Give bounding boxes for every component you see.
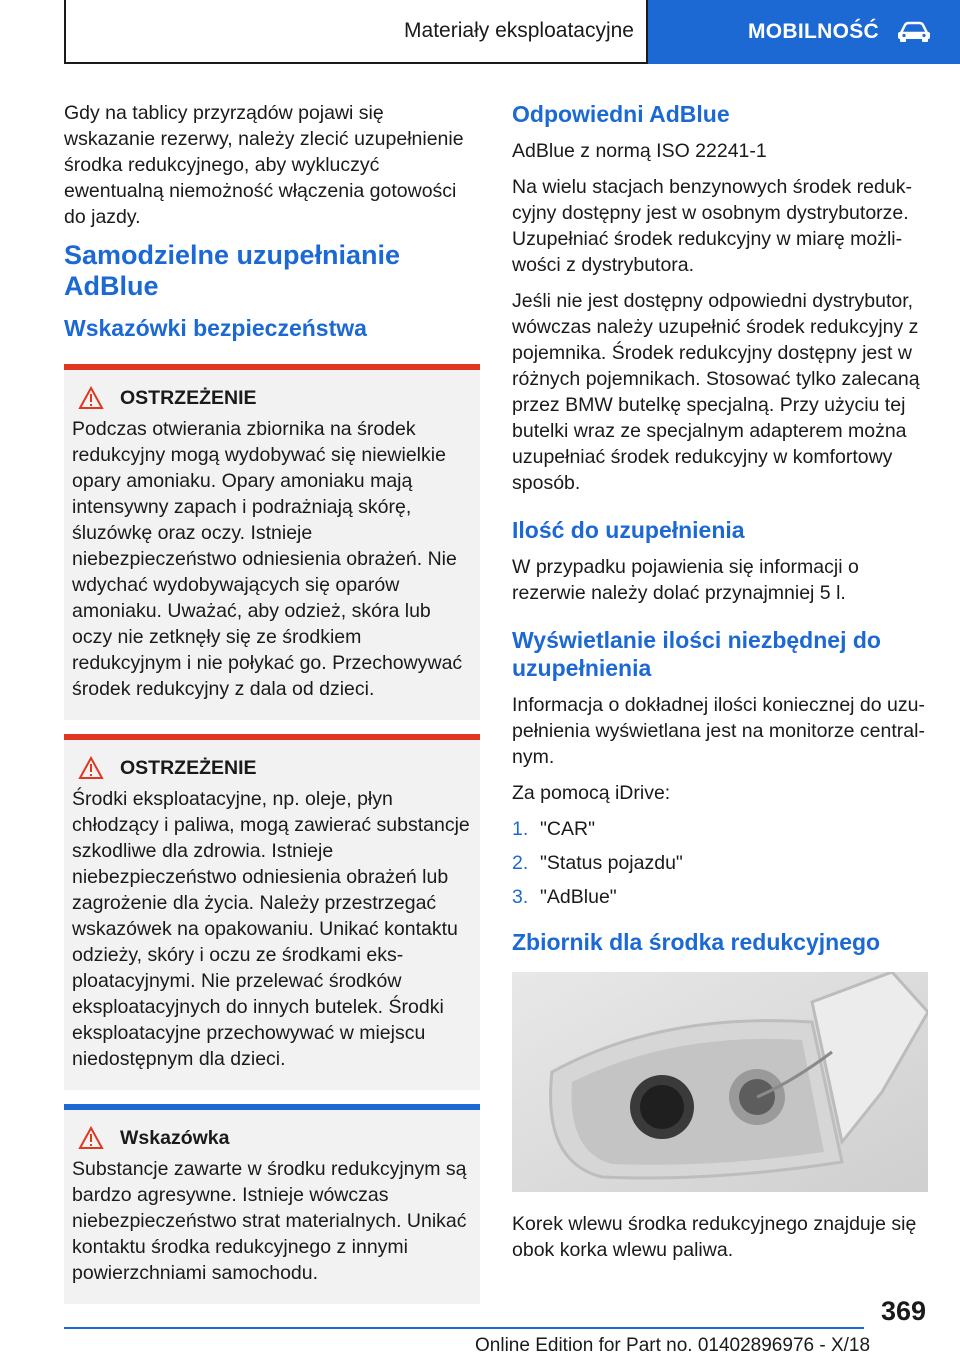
- note-triangle-icon: [78, 1126, 104, 1150]
- warning-box-2: [64, 734, 480, 1090]
- heading-tank: Zbiornik dla środka redukcyjnego: [512, 929, 881, 955]
- section-title: Materiały eksploatacyjne: [404, 19, 634, 42]
- edition-text: Online Edition for Part no. 01402896976 - X/18: [475, 1335, 871, 1356]
- norm-paragraph: AdBlue z normą ISO 22241-1: [512, 140, 767, 162]
- amount-paragraph: W przypadku pojawienia się informacji o rezerwie należy dolać przynajmniej 5 l.: [512, 556, 859, 604]
- list-item: 3. "AdBlue": [512, 886, 617, 908]
- warning-title: OSTRZEŻENIE: [120, 756, 257, 779]
- no-dispenser-paragraph: Jeśli nie jest dostępny odpowiedni dystrybutor, wówczas należy uzupełnić środek redukcyjny z pojemnika. Środek redukcyjny dostępny jest w różnych pojemnikach. Stosować tylko zalecaną przez BMW butelkę specjalną. Przy użyciu tej butelki wraz ze specjalnym adapterem można uzupełniać środek redukcyjny w komfortowy sposób.: [512, 290, 920, 494]
- section-title-box: [64, 0, 648, 64]
- intro-paragraph: Gdy na tablicy przyrządów pojawi się wskazanie rezerwy, należy zlecić uzupełnienie środka redukcyjnego, aby wykluczyć ewentualną niemożność włączenia gotowości do jazdy.: [64, 102, 464, 228]
- adblue-filler-photo: [512, 972, 928, 1192]
- note-text: Substancje zawarte w środku redukcyjnym są bardzo agresywne. Istnieje wówczas niebezpieczeństwo strat materialnych. Unikać kontaktu środka redukcyjnego z innymi powierzchniami samochodu.: [72, 1158, 467, 1284]
- note-box: [64, 1104, 480, 1304]
- heading-self-refill: Samodzielne uzupełnianie AdBlue: [64, 240, 401, 301]
- display-paragraph: Informacja o dokładnej ilości koniecznej do uzupełnienia wyświetlana jest na monitorze centralnym.: [512, 694, 925, 768]
- idrive-steps: [512, 816, 928, 910]
- heading-safety: Wskazówki bezpieczeństwa: [64, 315, 367, 341]
- list-item: 1. "CAR": [512, 818, 596, 840]
- right-column: [512, 100, 928, 1273]
- chapter-label: MOBILNOŚĆ: [748, 20, 880, 43]
- footer-divider: [64, 1327, 864, 1329]
- heading-correct-adblue: Odpowiedni AdBlue: [512, 101, 730, 127]
- heading-amount: Ilość do uzupełnienia: [512, 517, 745, 543]
- chapter-tab[interactable]: [648, 0, 960, 64]
- warning-text: Środki eksploatacyjne, np. oleje, płyn chłodzący i paliwa, mogą zawierać substancje szkodliwe dla zdrowia. Istnieje niebezpieczeństwo odniesienia obrażeń lub zagrożenie dla życia. Należy przestrzegać wskazówek na opakowaniu. Unikać kontaktu odzieży, skóry i oczu ze środkami eksploatacyjnymi. Nie przelewać środków eksploatacyjnych do innych butelek. Środki eksploatacyjne przechowywać w miejscu niedostępnym dla dzieci.: [72, 788, 470, 1070]
- car-icon: [897, 21, 931, 43]
- warning-title: OSTRZEŻENIE: [120, 386, 257, 409]
- warning-box-1: [64, 364, 480, 720]
- note-title: Wskazówka: [120, 1126, 230, 1149]
- warning-text: Podczas otwierania zbiornika na środek redukcyjny mogą wydobywać się niewielkie opary amoniaku. Opary amoniaku mają intensywny zapach i podrażniają skórę, śluzówkę oraz oczy. Istnieje niebezpieczeństwo odniesienia obrażeń. Nie wdychać wydobywających się oparów amoniaku. Uważać, aby odzież, skóra lub oczy nie zetknęły się ze środkiem redukcyjnym i nie połykać go. Przechowywać środek redukcyjny z dala od dzieci.: [72, 418, 463, 700]
- idrive-paragraph: Za pomocą iDrive:: [512, 782, 671, 804]
- page-number: 369: [880, 1296, 926, 1326]
- left-column: [64, 100, 480, 1318]
- warning-triangle-icon: [78, 386, 104, 410]
- list-item: 2. "Status pojazdu": [512, 852, 683, 874]
- tank-paragraph: Korek wlewu środka redukcyjnego znajduje się obok korka wlewu paliwa.: [512, 1213, 917, 1261]
- stations-paragraph: Na wielu stacjach benzynowych środek redukcyjny dostępny jest w osobnym dystrybutorze. Uzupełniać środek redukcyjny w miarę możliwości z dystrybutora.: [512, 176, 912, 276]
- warning-triangle-icon: [78, 756, 104, 780]
- heading-display: Wyświetlanie ilości niezbędnej do uzupełnienia: [512, 627, 881, 681]
